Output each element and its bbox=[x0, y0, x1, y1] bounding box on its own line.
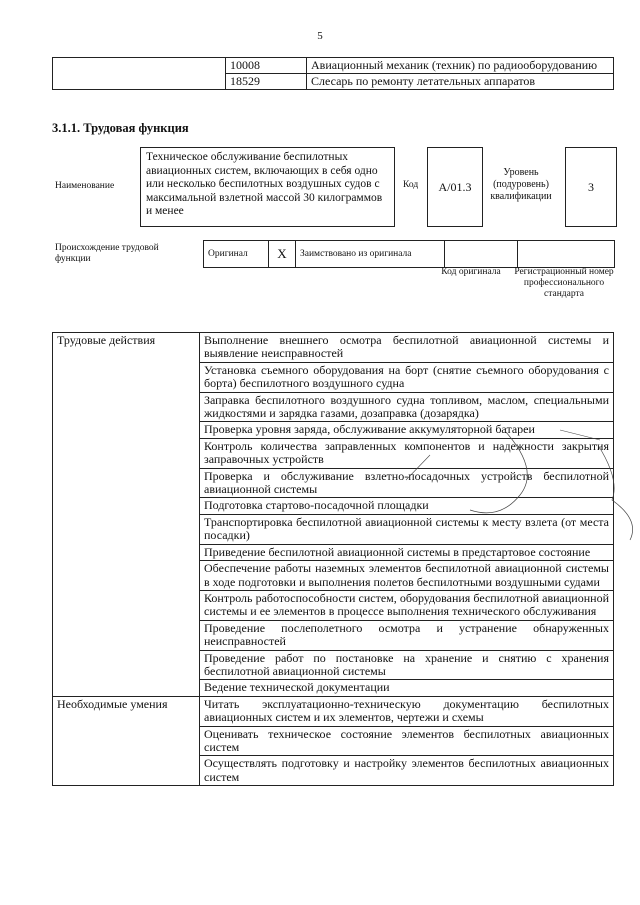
original-label: Оригинал bbox=[204, 241, 269, 268]
level-value: 3 bbox=[565, 147, 617, 227]
labor-action-item: Заправка беспилотного воздушного судна топливом, маслом, специальными жидкостями и зарядка газами, дозаправка (дозарядка) bbox=[200, 392, 614, 422]
labor-action-item: Выполнение внешнего осмотра беспилотной авиационной системы и выявление неисправностей bbox=[200, 333, 614, 363]
labor-action-group-label: Трудовые действия bbox=[53, 333, 200, 697]
labor-action-item: Подготовка стартово-посадочной площадки bbox=[200, 498, 614, 514]
labor-action-item: Ведение технической документации bbox=[200, 680, 614, 696]
level-label: Уровень (подуровень) квалификации bbox=[490, 167, 552, 202]
occupation-name: Слесарь по ремонту летательных аппаратов bbox=[307, 74, 614, 90]
skill-group-label: Необходимые умения bbox=[53, 696, 200, 785]
occupation-code: 10008 bbox=[226, 58, 307, 74]
labor-action-item: Проверка и обслуживание взлетно-посадочных устройств беспилотной авиационной системы bbox=[200, 468, 614, 498]
table-row bbox=[53, 58, 614, 74]
labor-action-item: Обеспечение работы наземных элементов беспилотной авиационной системы в ходе подготовки и выполнения полетов беспилотными воздушными судами bbox=[200, 561, 614, 591]
labor-action-item: Проверка уровня заряда, обслуживание аккумуляторной батареи bbox=[200, 422, 614, 438]
code-label: Код bbox=[403, 180, 419, 190]
labor-action-item: Транспортировка беспилотной авиационной системы к месту взлета (от места посадки) bbox=[200, 514, 614, 544]
original-code-caption: Код оригинала bbox=[441, 267, 501, 277]
function-name-value: Техническое обслуживание беспилотных авиационных систем, включающих в себя одно или несколько беспилотных воздушных судов с максимальной взлетной массой 30 килограммов и менее bbox=[140, 147, 395, 227]
occupation-name: Авиационный механик (техник) по радиооборудованию bbox=[307, 58, 614, 74]
table-row bbox=[53, 333, 614, 363]
labor-action-item: Приведение беспилотной авиационной системы в предстартовое состояние bbox=[200, 544, 614, 560]
skill-item: Читать эксплуатационно-техническую документацию беспилотных авиационных систем и их элементов, чертежи и схемы bbox=[200, 696, 614, 726]
section-title: 3.1.1. Трудовая функция bbox=[52, 121, 189, 135]
skill-item: Оценивать техническое состояние элементов беспилотных авиационных систем bbox=[200, 726, 614, 756]
borrowed-label: Заимствовано из оригинала bbox=[296, 241, 445, 268]
table-row bbox=[53, 696, 614, 726]
registration-number-cell bbox=[518, 241, 615, 268]
function-table bbox=[52, 332, 614, 786]
original-mark: X bbox=[269, 241, 296, 268]
origin-table bbox=[203, 240, 615, 268]
function-code-value: А/01.3 bbox=[427, 147, 483, 227]
labor-action-item: Контроль работоспособности систем, оборудования беспилотной авиационной системы и ее элементов в процессе выполнения технического обслуживания bbox=[200, 590, 614, 620]
page-number: 5 bbox=[317, 30, 323, 42]
labor-action-item: Контроль количества заправленных компонентов и надежности закрытия заправочных устройств bbox=[200, 438, 614, 468]
labor-action-item: Проведение работ по постановке на хранение и снятию с хранения беспилотной авиационной системы bbox=[200, 650, 614, 680]
labor-action-item: Установка съемного оборудования на борт (снятие съемного оборудования с борта) беспилотного воздушного судна bbox=[200, 362, 614, 392]
skill-item: Осуществлять подготовку и настройку элементов беспилотных авиационных систем bbox=[200, 756, 614, 786]
original-code-cell bbox=[445, 241, 518, 268]
empty-cell bbox=[53, 58, 226, 90]
registration-caption: Регистрационный номер профессионального стандарта bbox=[514, 267, 614, 299]
occupation-code: 18529 bbox=[226, 74, 307, 90]
occupation-table bbox=[52, 57, 614, 90]
labor-action-item: Проведение послеполетного осмотра и устранение обнаруженных неисправностей bbox=[200, 620, 614, 650]
origin-label: Происхождение трудовой функции bbox=[55, 243, 159, 264]
name-label: Наименование bbox=[55, 181, 115, 191]
